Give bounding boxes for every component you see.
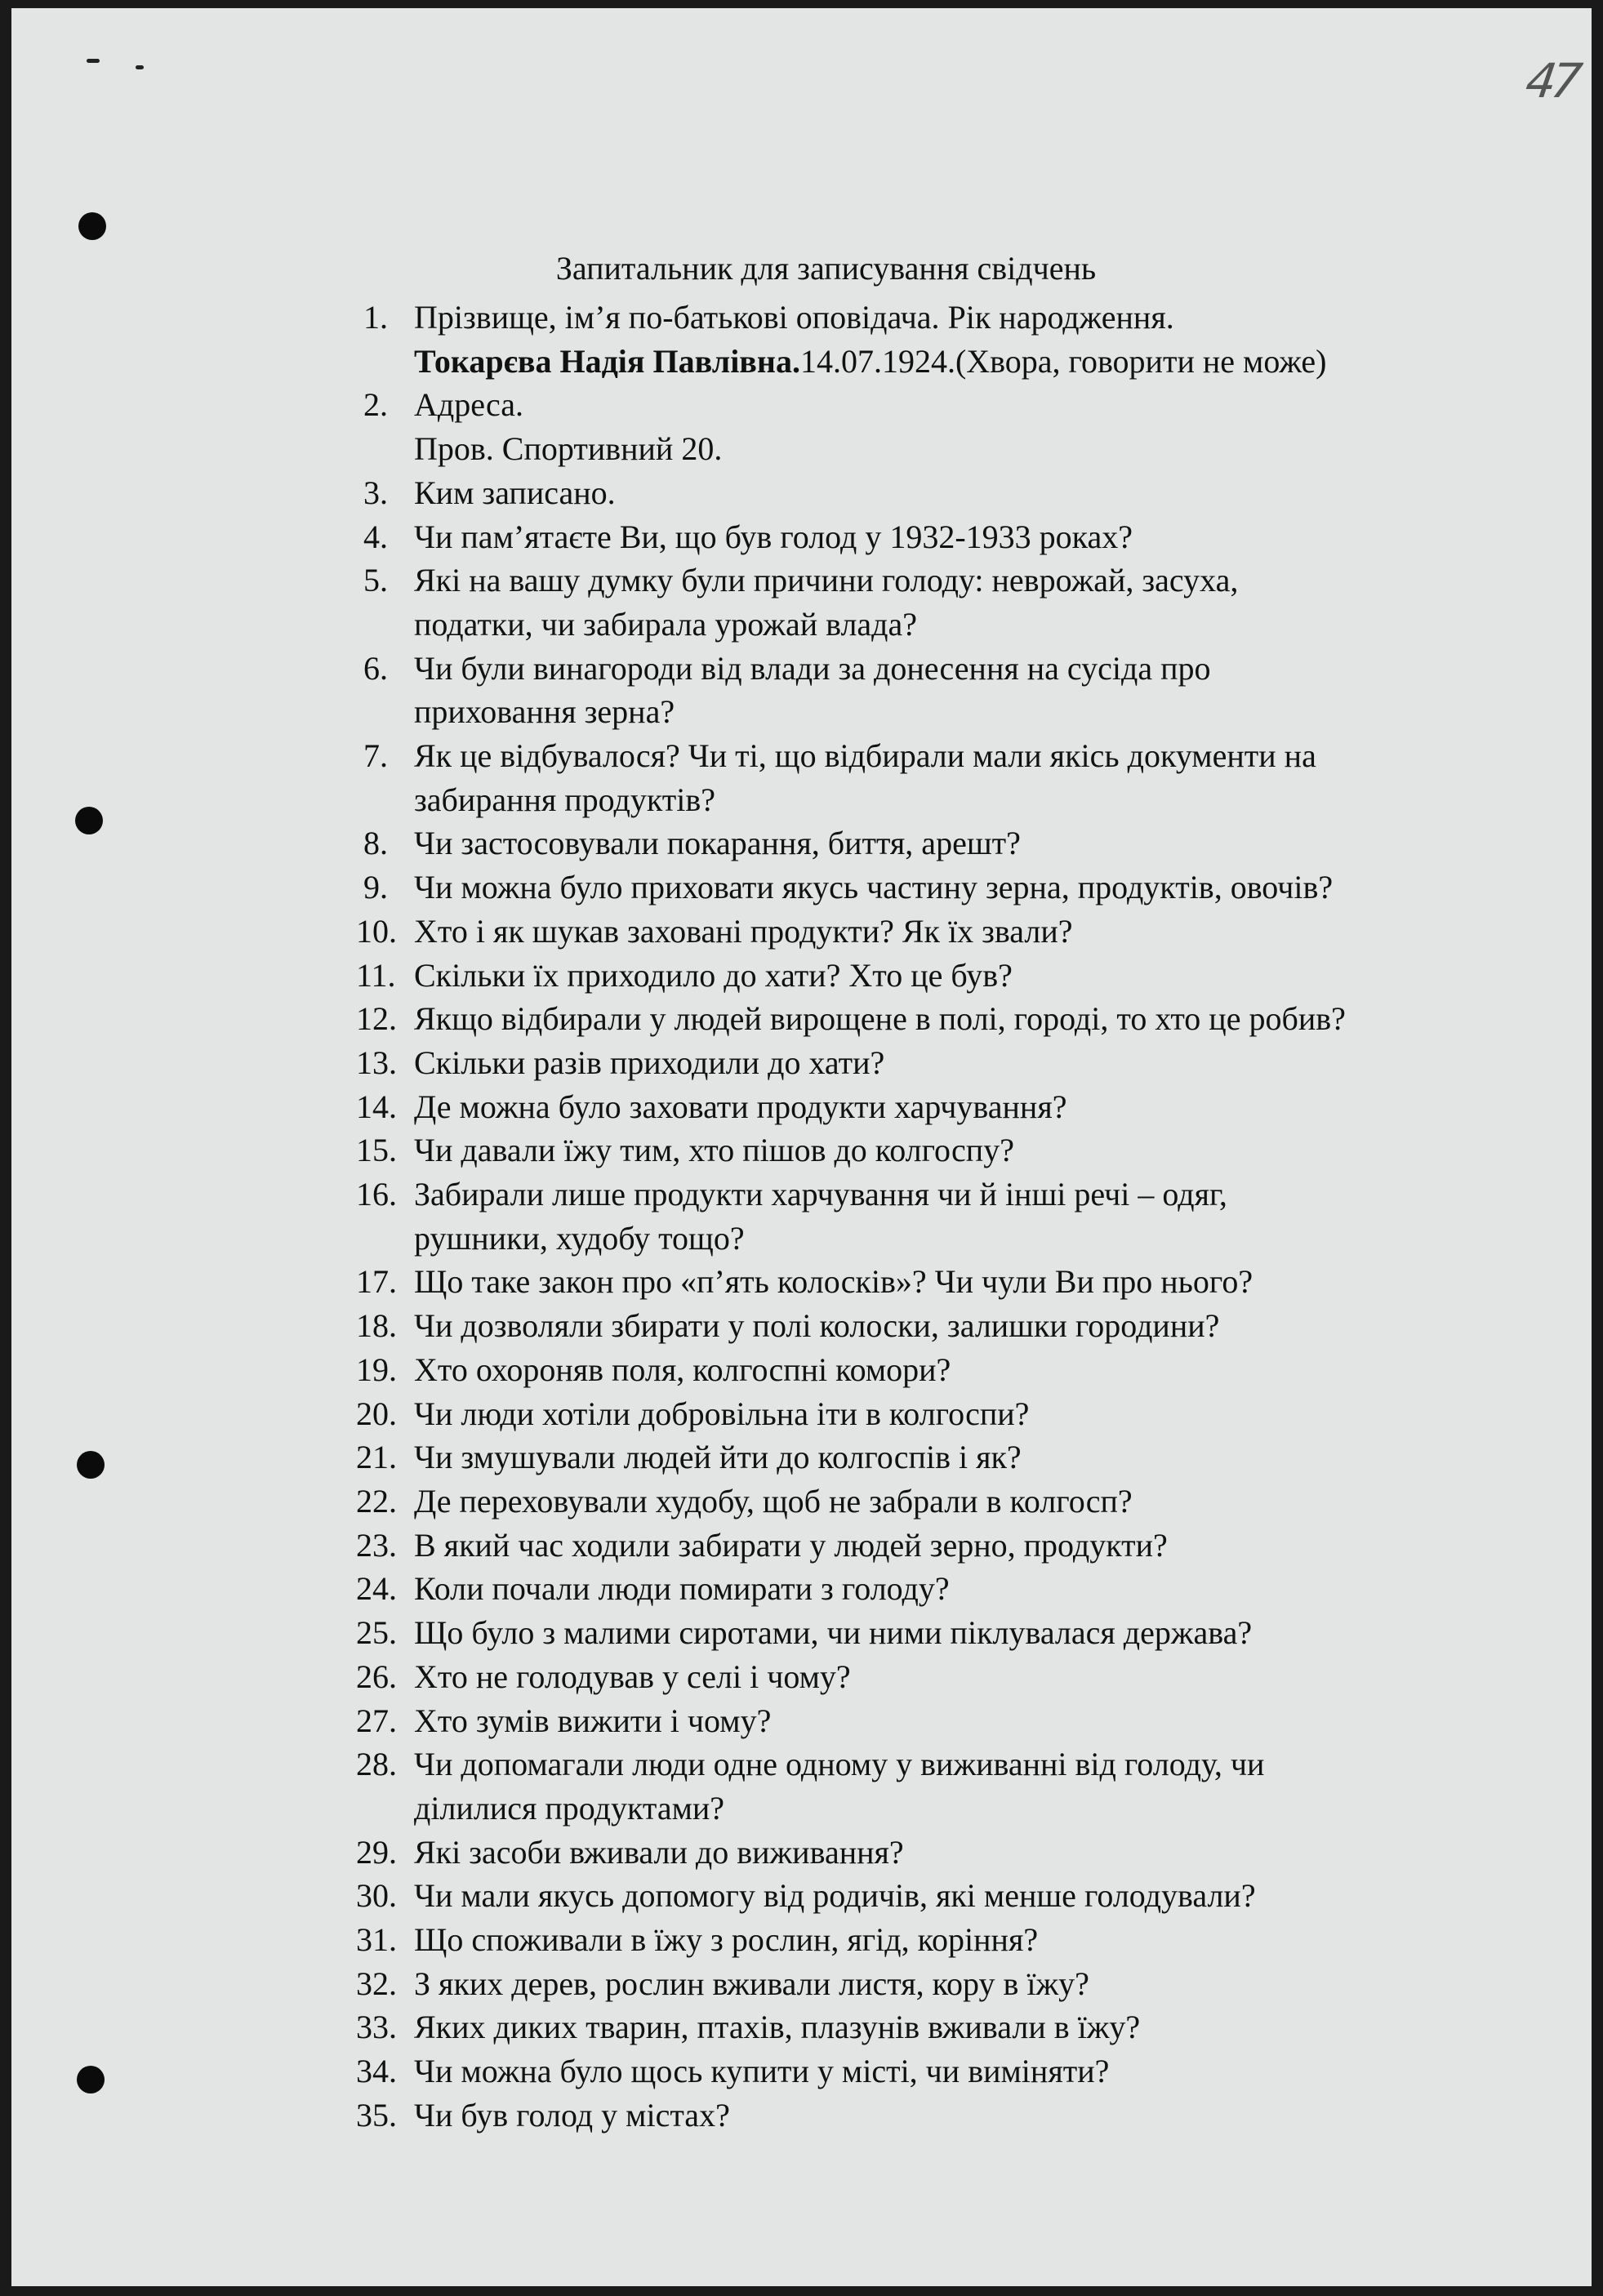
question-number: 1.: [363, 299, 388, 336]
question-text: Чи можна було щось купити у місті, чи виміняти?: [414, 2053, 1110, 2090]
question-item: [356, 1611, 1540, 1655]
question-item: [356, 471, 1540, 515]
question-text: Хто зумів вижити і чому?: [414, 1702, 772, 1739]
question-text: Прізвище, ім’я по-батькові оповідача. Рік народження.: [414, 299, 1174, 336]
question-item: [356, 1348, 1540, 1392]
question-number: 16.: [356, 1176, 397, 1213]
question-text: Які засоби вживали до виживання?: [414, 1833, 904, 1871]
question-item: [356, 383, 1540, 470]
question-item: [356, 1392, 1540, 1436]
question-item: [356, 1742, 1540, 1830]
punch-hole: [77, 2066, 105, 2094]
question-text: Що споживали в їжу з рослин, ягід, коріння?: [414, 1921, 1039, 1959]
question-item: [356, 2049, 1540, 2094]
question-number: 20.: [356, 1395, 397, 1432]
question-text: Скільки разів приходили до хати?: [414, 1043, 885, 1081]
question-text: Забирали лише продукти харчування чи й інші речі – одяг,: [414, 1176, 1227, 1213]
question-number: 7.: [363, 737, 388, 775]
question-text: Якщо відбирали у людей вирощене в полі, городі, то хто це робив?: [414, 1000, 1346, 1038]
question-item: [356, 1831, 1540, 1875]
question-item: [356, 2094, 1540, 2138]
question-number: 32.: [356, 1965, 397, 2002]
question-item: [356, 1567, 1540, 1611]
question-number: 8.: [363, 825, 388, 862]
question-number: 33.: [356, 2009, 397, 2046]
question-number: 30.: [356, 1877, 397, 1915]
handwritten-page-number: 47: [1522, 53, 1581, 109]
question-text: Чи змушували людей йти до колгоспів і як?: [414, 1439, 1022, 1476]
question-number: 9.: [363, 869, 388, 906]
question-number: 19.: [356, 1350, 397, 1388]
question-text: Хто охороняв поля, колгоспні комори?: [414, 1350, 951, 1388]
question-number: 4.: [363, 518, 388, 555]
question-text: Чи був голод у містах?: [414, 2096, 730, 2134]
question-text: Скільки їх приходило до хати? Хто це був?: [414, 956, 1013, 994]
question-number: 14.: [356, 1088, 397, 1125]
question-item: [356, 1874, 1540, 1918]
question-number: 5.: [363, 562, 388, 599]
question-text: Чи допомагали люди одне одному у виживанні від голоду, чи: [414, 1746, 1265, 1783]
question-number: 27.: [356, 1702, 397, 1739]
question-item: [356, 558, 1540, 646]
question-text: Пров. Спортивний 20.: [414, 430, 723, 468]
question-text: Коли почали люди помирати з голоду?: [414, 1570, 950, 1608]
scan-mark: [136, 65, 144, 69]
question-number: 26.: [356, 1657, 397, 1695]
question-text: Чи були винагороди від влади за донесення на сусіда про: [414, 649, 1211, 687]
question-number: 34.: [356, 2053, 397, 2090]
question-text: Хто не голодував у селі і чому?: [414, 1657, 851, 1695]
respondent-details: 14.07.1924.(Хвора, говорити не може): [799, 342, 1327, 380]
answer-line: [414, 340, 1540, 384]
question-number: 2.: [363, 386, 388, 424]
question-item: [356, 1655, 1540, 1699]
question-number: 28.: [356, 1746, 397, 1783]
question-item: [356, 821, 1540, 865]
question-item: [356, 734, 1540, 821]
question-text: рушники, худобу тощо?: [414, 1219, 745, 1257]
question-number: 35.: [356, 2096, 397, 2134]
question-item: [356, 515, 1540, 559]
question-number: 31.: [356, 1921, 397, 1959]
question-text: Хто і як шукав заховані продукти? Як їх звали?: [414, 912, 1073, 950]
question-number: 21.: [356, 1439, 397, 1476]
question-text: Адреса.: [414, 386, 523, 424]
question-number: 10.: [356, 912, 397, 950]
question-text: приховання зерна?: [414, 693, 675, 731]
question-text: ділилися продуктами?: [414, 1789, 725, 1827]
punch-hole: [77, 1451, 105, 1479]
document-title: Запитальник для записування свідчень: [555, 250, 1097, 287]
question-item: [356, 865, 1540, 910]
respondent-name: Токарєва Надія Павлівна.: [414, 342, 800, 380]
question-number: 18.: [356, 1307, 397, 1345]
question-number: 25.: [356, 1614, 397, 1652]
question-item: [356, 910, 1540, 954]
question-number: 15.: [356, 1132, 397, 1169]
question-item: [356, 1524, 1540, 1568]
question-text: Ким записано.: [414, 474, 616, 511]
question-item: [356, 1172, 1540, 1260]
question-number: 12.: [356, 1000, 397, 1038]
question-item: [356, 1479, 1540, 1524]
question-text: Чи можна було приховати якусь частину зерна, продуктів, овочів?: [414, 869, 1334, 906]
question-item: [356, 1260, 1540, 1304]
question-item: [356, 997, 1540, 1041]
question-item: [356, 647, 1540, 734]
question-number: 24.: [356, 1570, 397, 1608]
question-item: [356, 1085, 1540, 1129]
question-text: забирання продуктів?: [414, 781, 716, 818]
question-number: 11.: [356, 956, 396, 994]
question-text: Що таке закон про «п’ять колосків»? Чи чули Ви про нього?: [414, 1263, 1253, 1301]
question-text: Чи дозволяли збирати у полі колоски, залишки городини?: [414, 1307, 1220, 1345]
question-text: Чи мали якусь допомогу від родичів, які менше голодували?: [414, 1877, 1256, 1915]
question-item: [356, 1304, 1540, 1348]
question-item: [356, 1128, 1540, 1172]
question-number: 17.: [356, 1263, 397, 1301]
question-text: Чи давали їжу тим, хто пішов до колгоспу?: [414, 1132, 1014, 1169]
question-text: Яких диких тварин, птахів, плазунів вживали в їжу?: [414, 2009, 1141, 2046]
question-text: В який час ходили забирати у людей зерно, продукти?: [414, 1526, 1168, 1564]
question-number: 13.: [356, 1043, 397, 1081]
question-item: [356, 1699, 1540, 1743]
question-text: Які на вашу думку були причини голоду: неврожай, засуха,: [414, 562, 1239, 599]
question-text: Чи люди хотіли добровільна іти в колгоспи?: [414, 1395, 1030, 1432]
question-item: [356, 2005, 1540, 2049]
question-number: 6.: [363, 649, 388, 687]
question-text: Де переховували худобу, щоб не забрали в колгосп?: [414, 1482, 1133, 1520]
punch-hole: [78, 212, 106, 240]
question-item: [356, 954, 1540, 998]
question-text: податки, чи забирала урожай влада?: [414, 605, 918, 643]
question-item: [356, 1918, 1540, 1962]
question-number: 22.: [356, 1482, 397, 1520]
question-text: Чи пам’ятаєте Ви, що був голод у 1932-1933 роках?: [414, 518, 1133, 555]
question-item: [356, 1041, 1540, 1085]
question-number: 29.: [356, 1833, 397, 1871]
question-number: 23.: [356, 1526, 397, 1564]
question-number: 3.: [363, 474, 388, 511]
question-list: [356, 296, 1540, 2138]
question-item: [356, 1962, 1540, 2006]
question-item: [356, 1435, 1540, 1479]
question-text: Чи застосовували покарання, биття, арешт?: [414, 825, 1021, 862]
punch-hole: [75, 807, 103, 834]
question-text: Де можна було заховати продукти харчування?: [414, 1088, 1067, 1125]
scan-mark: [87, 59, 100, 63]
question-text: З яких дерев, рослин вживали листя, кору в їжу?: [414, 1965, 1089, 2002]
question-item: [356, 296, 1540, 383]
question-text: Що було з малими сиротами, чи ними піклувалася держава?: [414, 1614, 1253, 1652]
question-text: Як це відбувалося? Чи ті, що відбирали мали якісь документи на: [414, 737, 1316, 775]
